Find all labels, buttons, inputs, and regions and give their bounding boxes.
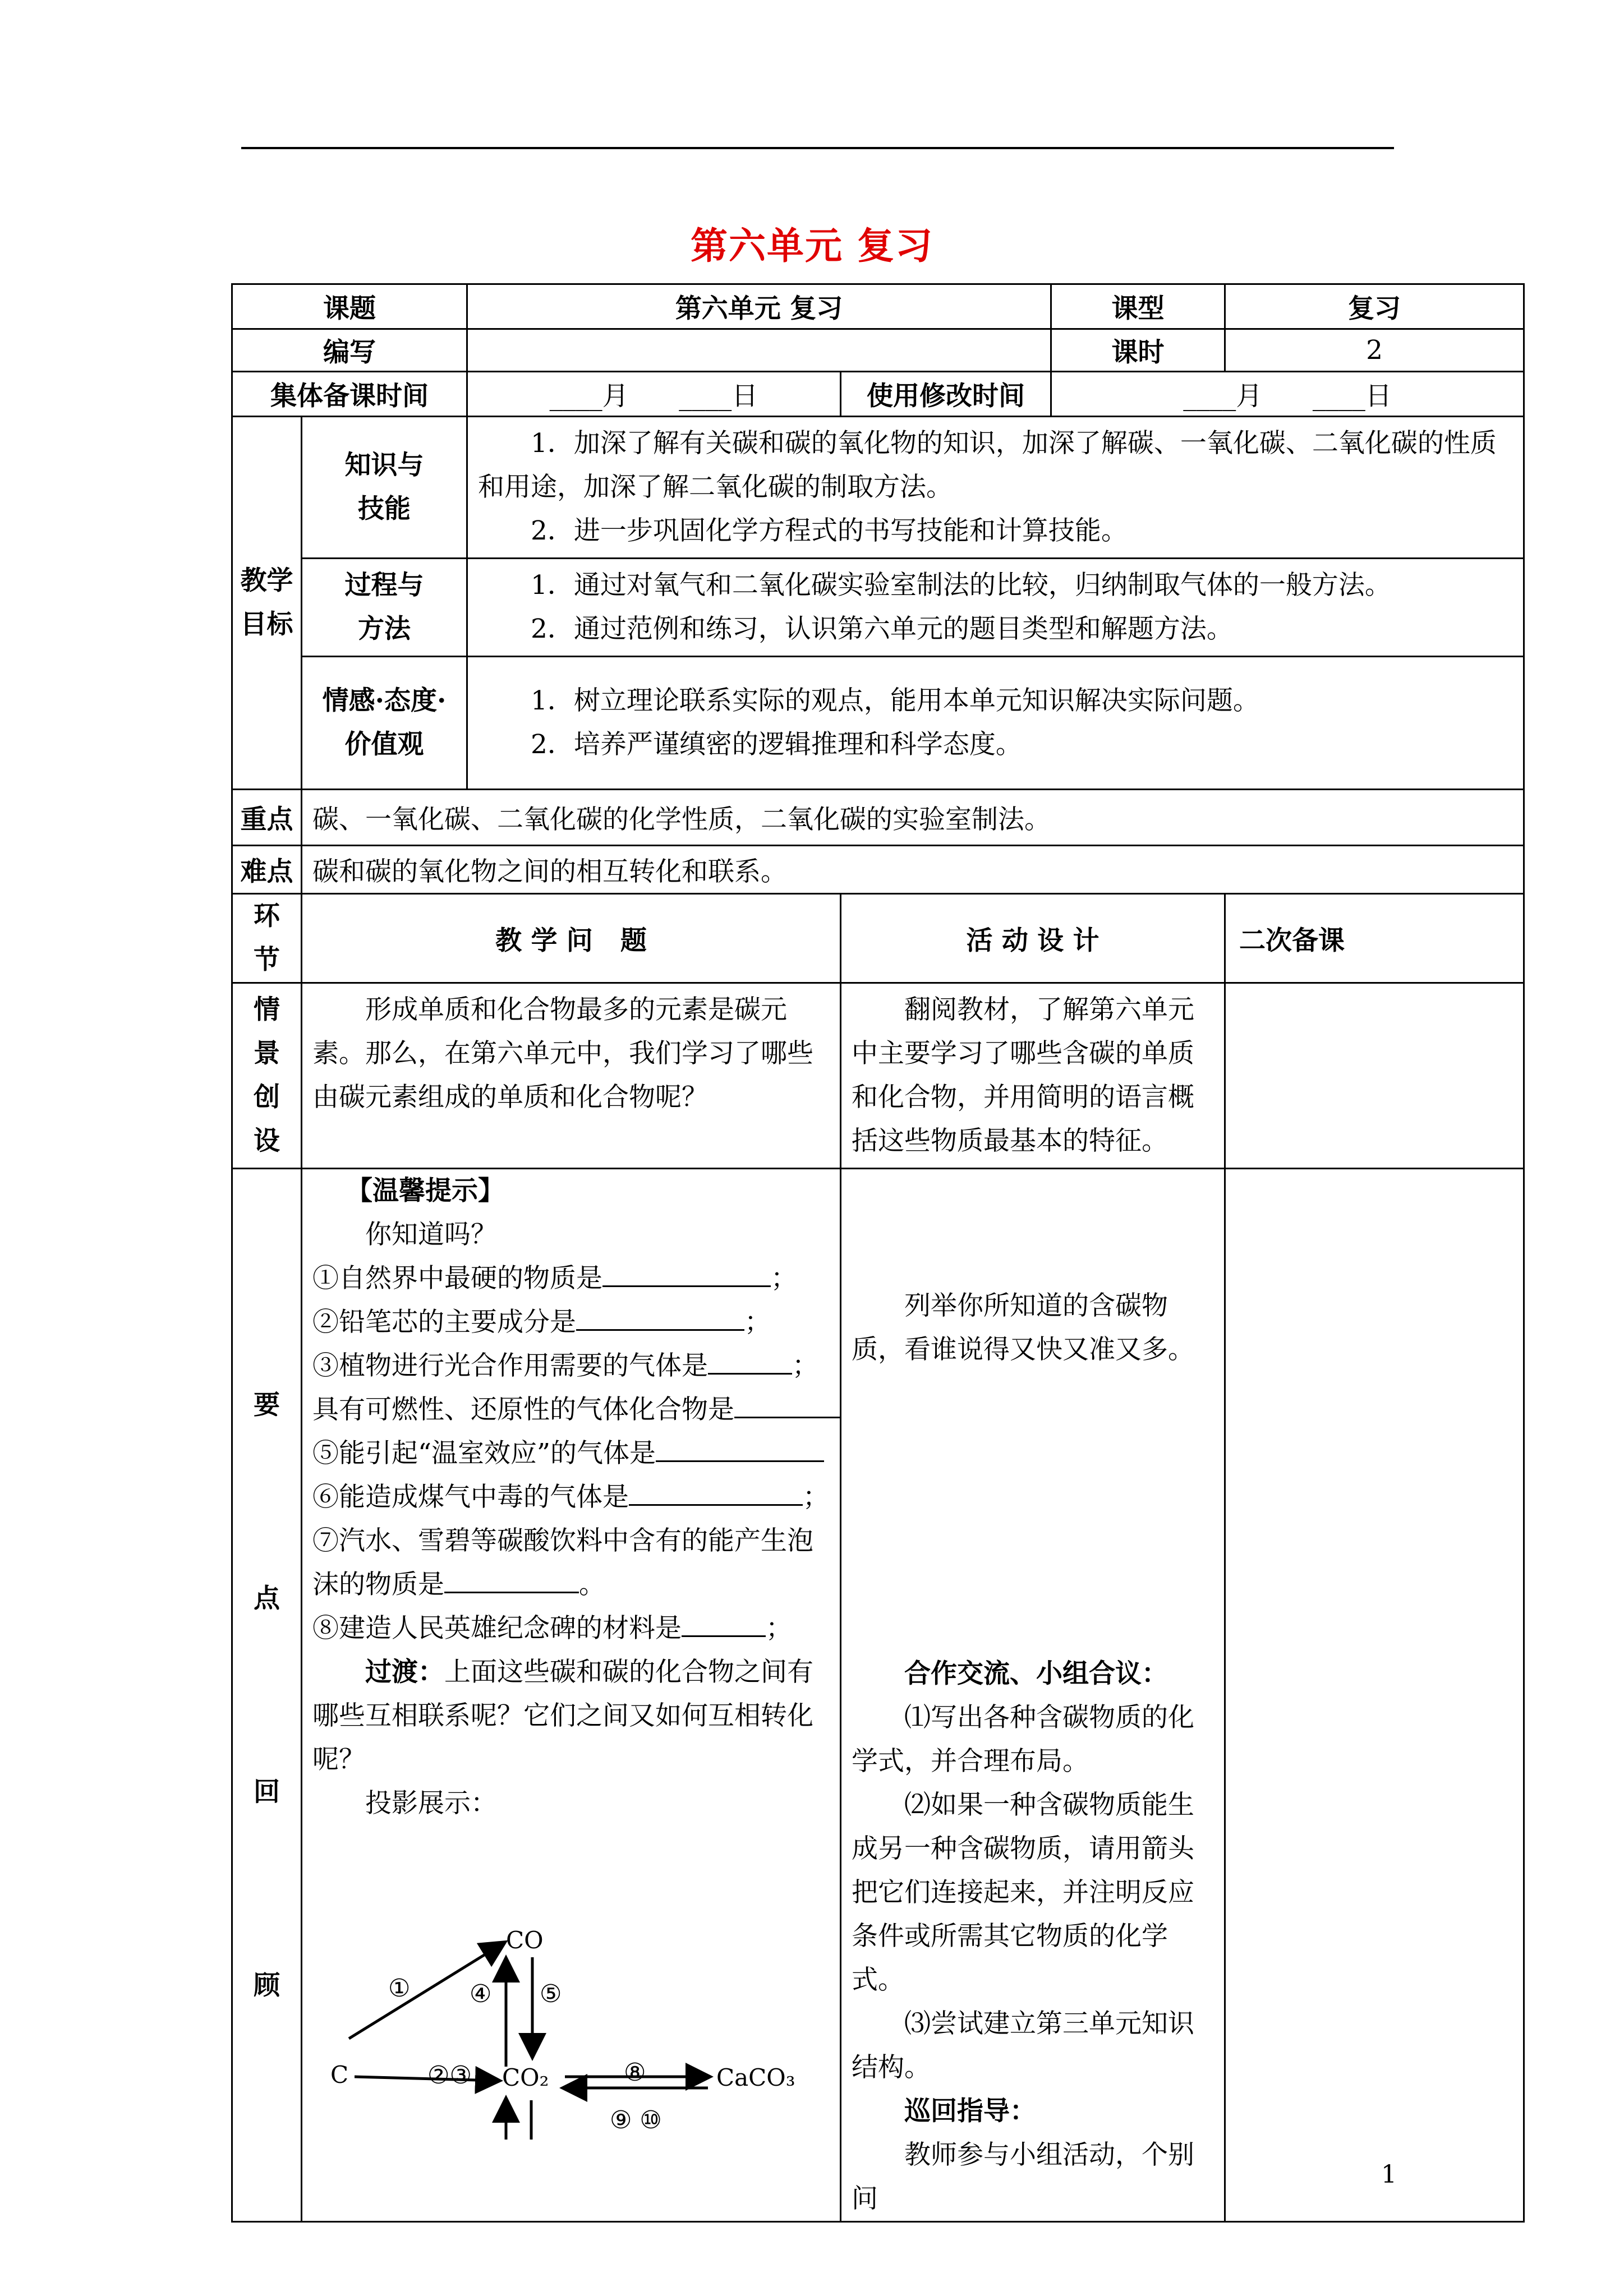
key-point-text: 碳、一氧化碳、二氧化碳的化学性质，二氧化碳的实验室制法。 — [302, 790, 1524, 846]
projection-label: 投影展示： — [365, 1788, 497, 1819]
process-item: 1．通过对氧气和二氧化碳实验室制法的比较，归纳制取气体的一般方法。 — [531, 570, 1391, 601]
q5-text: ⑤能引起“温室效应”的气体是 — [312, 1438, 656, 1469]
difficulty-text: 碳和碳的氧化物之间的相互转化和联系。 — [302, 846, 1524, 894]
label-n5: ⑤ — [540, 1980, 562, 2008]
col-activity: 活 动 设 计 — [841, 894, 1225, 983]
coop-item: ⑴写出各种含碳物质的化学式，并合理布局。 — [852, 1702, 1194, 1777]
q7-blank[interactable] — [444, 1569, 579, 1593]
process-label: 过程与方法 — [302, 559, 467, 657]
q7a-text: ⑦汽水、雪碧等碳酸饮料中含有的能产生泡 — [312, 1525, 813, 1556]
guide-text: 教师参与小组活动，个别问 — [852, 2140, 1194, 2214]
topic-label: 课题 — [232, 284, 467, 329]
review-teaching: 【温馨提示】 你知道吗？ ①自然界中最硬的物质是 ； ②铅笔芯的主要成分是 ； ③植物进行光合作用需要的气体是 ； 具有可燃性、还原性的气体化合物是 ⑤能引起“温室效应”的气体是 ⑥能造成煤气中毒的气体是 ； ⑦汽水、雪碧等碳酸饮料中含有的能产生泡 沫的物质是 。 ⑧建造人民英雄纪念碑的材料是 ； 过渡：上面这些碳和碳的化合物之间有哪些互相联系呢？它们之间又如何互相转化呢？ 投影展示： CO ① ④ ⑤ C ②③ CO₂ ⑧ CaCO₃ ⑨ ⑩ — [302, 1169, 841, 2222]
label-n910: ⑨ ⑩ — [610, 2106, 662, 2134]
author-value — [467, 329, 1051, 372]
revise-time-value: ____月 ____日 — [1051, 372, 1524, 417]
label-n1: ① — [388, 1974, 411, 2003]
q4-blank[interactable] — [734, 1394, 841, 1418]
emotion-label: 情感·态度·价值观 — [302, 657, 467, 790]
prep-time-value: ____月 ____日 — [467, 372, 841, 417]
review-label: 要点回顾 — [232, 1169, 302, 2222]
q8-text: ⑧建造人民英雄纪念碑的材料是 — [312, 1613, 682, 1644]
knowledge-item: 2．进一步巩固化学方程式的书写技能和计算技能。 — [531, 515, 1128, 546]
process-item: 2．通过范例和练习，认识第六单元的题目类型和解题方法。 — [531, 614, 1233, 644]
q2-blank[interactable] — [576, 1307, 744, 1331]
author-label: 编写 — [232, 329, 467, 372]
col-second: 二次备课 — [1225, 894, 1524, 983]
process-items — [467, 559, 1524, 657]
q5-blank[interactable] — [656, 1438, 824, 1462]
scenario-activity: 翻阅教材，了解第六单元中主要学习了哪些含碳的单质和化合物，并用简明的语言概括这些物质最基本的特征。 — [841, 983, 1225, 1169]
transition-label: 过渡： — [365, 1657, 444, 1688]
prep-time-label: 集体备课时间 — [232, 372, 467, 417]
label-n23: ②③ — [427, 2061, 472, 2090]
header-rule — [241, 147, 1394, 149]
q3-text: ③植物进行光合作用需要的气体是 — [312, 1350, 708, 1381]
label-caco3: CaCO₃ — [716, 2064, 795, 2091]
carbon-conversion-diagram — [312, 1825, 830, 2140]
emotion-item: 1．树立理论联系实际的观点，能用本单元知识解决实际问题。 — [531, 685, 1259, 716]
label-c: C — [330, 2061, 349, 2088]
label-n4: ④ — [470, 1980, 492, 2008]
q6-text: ⑥能造成煤气中毒的气体是 — [312, 1482, 629, 1513]
emotion-items — [467, 657, 1524, 790]
review-activity — [841, 1169, 1225, 2222]
arrow-c-to-co2 — [355, 2077, 498, 2081]
period-value: 2 — [1225, 329, 1524, 372]
emotion-item: 2．培养严谨缜密的逻辑推理和科学态度。 — [531, 729, 1022, 760]
knowledge-items — [467, 417, 1524, 559]
q1-blank[interactable] — [602, 1263, 771, 1287]
label-co2: CO₂ — [502, 2064, 549, 2091]
transition-text: 上面这些碳和碳的化合物之间有哪些互相联系呢？它们之间又如何互相转化呢？ — [312, 1657, 813, 1775]
type-label: 课型 — [1051, 284, 1225, 329]
review-second — [1225, 1169, 1524, 2222]
scenario-teaching: 形成单质和化合物最多的元素是碳元素。那么，在第六单元中，我们学习了哪些由碳元素组成的单质和化合物呢？ — [302, 983, 841, 1169]
q3-blank[interactable] — [708, 1350, 792, 1375]
q7b-text: 沫的物质是 — [312, 1569, 444, 1600]
label-co: CO — [506, 1926, 544, 1954]
difficulty-label: 难点 — [232, 846, 302, 894]
activity-list: 列举你所知道的含碳物质，看谁说得又快又准又多。 — [852, 1290, 1194, 1365]
scenario-second — [1225, 983, 1524, 1169]
period-label: 课时 — [1051, 329, 1225, 372]
tip-title: 【温馨提示】 — [346, 1175, 504, 1206]
page-number: 1 — [1381, 2160, 1397, 2189]
coop-item: ⑶尝试建立第三单元知识结构。 — [852, 2008, 1194, 2083]
q8-blank[interactable] — [682, 1613, 766, 1637]
q2-text: ②铅笔芯的主要成分是 — [312, 1307, 576, 1338]
label-n8: ⑧ — [624, 2058, 646, 2087]
col-stage: 环节 — [232, 894, 302, 983]
goals-label: 教学目标 — [232, 417, 302, 790]
type-value: 复习 — [1225, 284, 1524, 329]
knowledge-item: 1．加深了解有关碳和碳的氧化物的知识，加深了解碳、一氧化碳、二氧化碳的性质和用途，加深了解二氧化碳的制取方法。 — [478, 428, 1497, 502]
q4-text: 具有可燃性、还原性的气体化合物是 — [312, 1394, 734, 1425]
knowledge-label: 知识与技能 — [302, 417, 467, 559]
lesson-plan-table — [231, 283, 1525, 2223]
coop-item: ⑵如果一种含碳物质能生成另一种含碳物质，请用箭头把它们连接起来，并注明反应条件或所需其它物质的化学式。 — [852, 1790, 1194, 1995]
tip-question: 你知道吗？ — [365, 1219, 497, 1250]
key-point-label: 重点 — [232, 790, 302, 846]
scenario-label: 情景创设 — [232, 983, 302, 1169]
q1-text: ①自然界中最硬的物质是 — [312, 1263, 602, 1294]
coop-title: 合作交流、小组合议： — [904, 1658, 1168, 1689]
topic-value: 第六单元 复习 — [467, 284, 1051, 329]
q6-blank[interactable] — [629, 1482, 803, 1506]
revise-time-label: 使用修改时间 — [841, 372, 1051, 417]
page-title: 第六单元 复习 — [691, 224, 933, 268]
guide-title: 巡回指导： — [904, 2096, 1036, 2127]
col-teaching: 教 学 问 题 — [302, 894, 841, 983]
